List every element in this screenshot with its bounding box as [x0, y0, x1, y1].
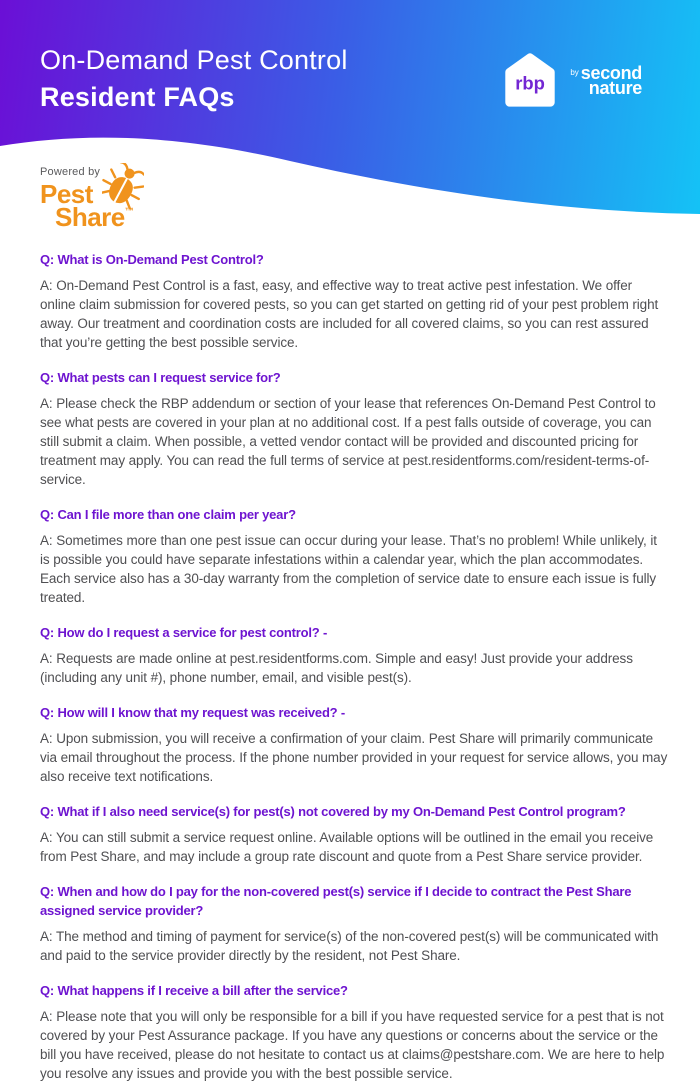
header-titles: [40, 42, 348, 116]
faq-item-4: [40, 623, 670, 687]
rbp-second-nature-brand: [499, 50, 642, 112]
faq-answer: A: Requests are made online at pest.residentforms.com. Simple and easy! Just provide your address (including any unit #), phone number, email, and visible pest(s).: [40, 651, 633, 685]
faq-answer: A: The method and timing of payment for service(s) of the non-covered pest(s) will be communicated with and paid to the service provider directly by the resident, not Pest Share.: [40, 929, 659, 963]
powered-by-label: Powered by: [40, 166, 101, 178]
by-label: by: [570, 68, 579, 77]
bug-icon: [102, 163, 144, 209]
trademark-symbol: ™: [124, 206, 134, 216]
pestshare-logo: [40, 166, 210, 238]
faq-item-8: [40, 981, 670, 1083]
faq-item-7: [40, 882, 670, 965]
faq-answer: A: Please note that you will only be responsible for a bill if you have requested service for a pest that is not covered by your Pest Assurance package. If you have any questions or concerns about the service or the bill you have received, please do not hesitate to contact us at claims@pestshare.com. We are here to help you resolve any issues and provide you with the best possible service.: [40, 1009, 665, 1081]
pestshare-word-pest: Pest: [40, 179, 93, 209]
page-title: On-Demand Pest Control: [40, 45, 348, 75]
faq-answer: A: On-Demand Pest Control is a fast, easy, and effective way to treat active pest infestation. We offer online claim submission for covered pests, so you can get started on getting rid of your pest problem right away. Our treatment and coordination costs are included for all covered claims, so you can rest assured that you’re getting the best possible service.: [40, 278, 659, 350]
brand-word-second: second: [580, 63, 642, 83]
second-nature-logo: [570, 63, 642, 98]
faq-question: Q: When and how do I pay for the non-covered pest(s) service if I decide to contract the Pest Share assigned service provider?: [40, 884, 632, 918]
faq-item-6: [40, 802, 670, 866]
brand-word-nature: nature: [588, 78, 642, 98]
faq-answer: A: Please check the RBP addendum or section of your lease that references On-Demand Pest Control to see what pests are covered in your plan at no additional cost. If a pest falls outside of coverage, you can still submit a claim. When possible, a vetted vendor contact will be provided and discounted pricing for treatment may apply. You can read the full terms of service at pest.residentforms.com/resident-terms-of-service.: [40, 396, 656, 487]
faq-question: Q: What pests can I request service for?: [40, 370, 281, 385]
faq-question: Q: What if I also need service(s) for pest(s) not covered by my On-Demand Pest Control program?: [40, 804, 626, 819]
faq-answer: A: You can still submit a service request online. Available options will be outlined in the email you receive from Pest Share, and may include a group rate discount and quote from a Pest Share service provider.: [40, 830, 654, 864]
faq-item-5: [40, 703, 670, 786]
faq-item-2: [40, 368, 670, 489]
faq-question: Q: What happens if I receive a bill after the service?: [40, 983, 348, 998]
faq-item-1: [40, 250, 670, 352]
faq-list: [0, 236, 700, 1083]
faq-question: Q: Can I file more than one claim per year?: [40, 507, 296, 522]
faq-question: Q: What is On-Demand Pest Control?: [40, 252, 264, 267]
faq-answer: A: Upon submission, you will receive a confirmation of your claim. Pest Share will primarily communicate via email throughout the process. If the phone number provided in your request for service allows, you may also receive text notifications.: [40, 731, 668, 784]
page-subtitle: Resident FAQs: [40, 82, 235, 112]
faq-item-3: [40, 505, 670, 607]
faq-question: Q: How do I request a service for pest control? -: [40, 625, 328, 640]
rbp-logo-text: rbp: [515, 72, 546, 94]
pestshare-word-share: Share™: [55, 202, 134, 232]
rbp-logo-icon: [499, 50, 561, 112]
faq-answer: A: Sometimes more than one pest issue can occur during your lease. That’s no problem! While unlikely, it is possible you could have separate infestations within a calendar year, which the plan accommodates. Each service also has a 30-day warranty from the completion of service date to ensure each issue is fully treated.: [40, 533, 657, 605]
faq-question: Q: How will I know that my request was received? -: [40, 705, 345, 720]
